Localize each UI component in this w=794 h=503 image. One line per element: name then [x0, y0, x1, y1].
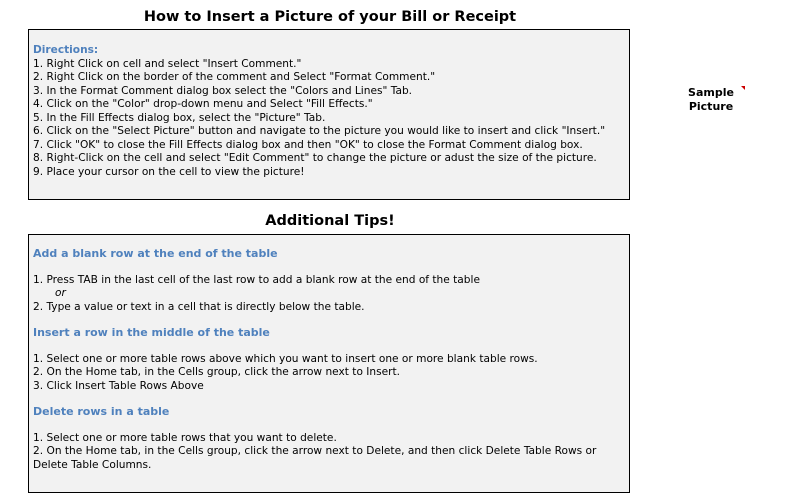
tips-section-heading: Delete rows in a table	[33, 405, 170, 418]
tip-line: 2. On the Home tab, in the Cells group, click the arrow next to Insert.	[33, 366, 401, 378]
sample-label-line1: Sample	[688, 86, 734, 99]
direction-step: 7. Click "OK" to close the Fill Effects dialog box and then "OK" to close the Format Comment dialog box.	[33, 138, 583, 151]
tips-section-heading: Insert a row in the middle of the table	[33, 326, 270, 339]
tip-line: 3. Click Insert Table Rows Above	[33, 379, 204, 392]
direction-step: 6. Click on the "Select Picture" button and navigate to the picture you would like to insert and click "Insert."	[33, 125, 606, 137]
tips-section-heading: Add a blank row at the end of the table	[33, 247, 278, 260]
sample-picture-cell[interactable]	[681, 86, 741, 114]
directions-panel[interactable]	[28, 29, 630, 200]
directions-heading: Directions:	[33, 44, 99, 56]
direction-step: 9. Place your cursor on the cell to view the picture!	[33, 165, 305, 178]
page-title: How to Insert a Picture of your Bill or Receipt	[143, 9, 517, 25]
direction-step: 1. Right Click on cell and select "Insert Comment."	[33, 57, 302, 70]
direction-step: 5. In the Fill Effects dialog box, select the "Picture" Tab.	[33, 111, 326, 124]
sample-label-line2: Picture	[688, 100, 734, 113]
tip-line-or: or	[55, 287, 66, 299]
direction-step: 2. Right Click on the border of the comment and Select "Format Comment."	[33, 71, 436, 83]
tip-line: 1. Press TAB in the last cell of the last row to add a blank row at the end of the table	[33, 273, 480, 286]
direction-step: 4. Click on the "Color" drop-down menu and Select "Fill Effects."	[33, 98, 373, 110]
tip-line: 2. Type a value or text in a cell that is directly below the table.	[33, 300, 365, 313]
comment-indicator-icon[interactable]	[741, 86, 745, 90]
tip-line: Delete Table Columns.	[33, 458, 152, 471]
direction-step: 8. Right-Click on the cell and select "Edit Comment" to change the picture or adust the size of the picture.	[33, 152, 597, 164]
tip-line: 2. On the Home tab, in the Cells group, click the arrow next to Delete, and then click Delete Table Rows or	[33, 445, 597, 457]
direction-step: 3. In the Format Comment dialog box select the "Colors and Lines" Tab.	[33, 84, 413, 97]
tips-panel[interactable]	[28, 234, 630, 493]
tips-title: Additional Tips!	[265, 213, 395, 229]
tip-line: 1. Select one or more table rows above which you want to insert one or more blank table rows.	[33, 352, 538, 365]
tip-line: 1. Select one or more table rows that you want to delete.	[33, 431, 337, 444]
